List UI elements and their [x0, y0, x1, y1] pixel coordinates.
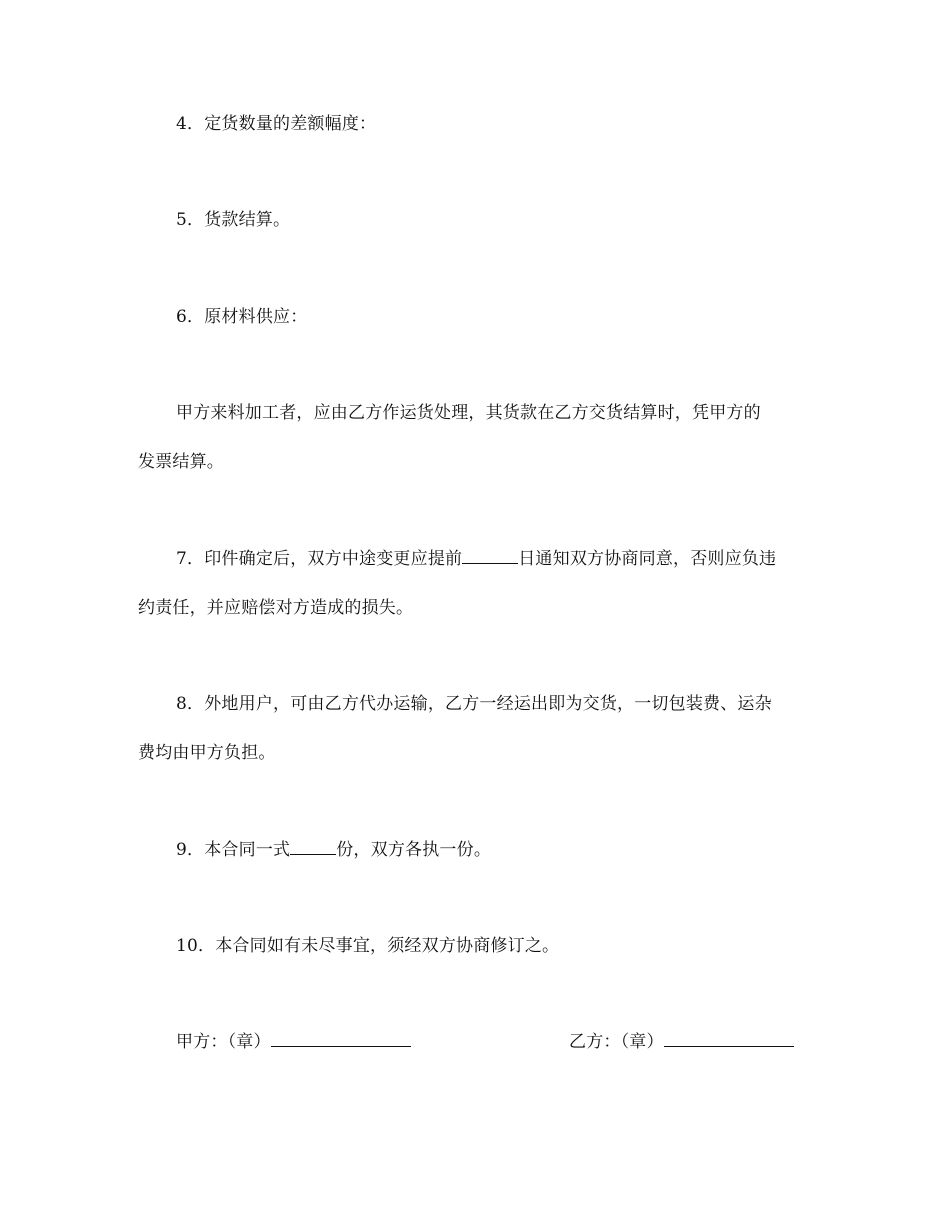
party-b-signature-line — [664, 1030, 794, 1047]
clause-6: 6．原材料供应： — [176, 307, 308, 327]
copies-count-blank — [290, 838, 336, 855]
clause-9-text-before-blank: 9．本合同一式 — [176, 840, 291, 860]
clause-9 — [176, 838, 491, 862]
clause-5: 5．货款结算。 — [176, 210, 291, 230]
clause-7-line-2: 约责任，并应赔偿对方造成的损失。 — [138, 598, 414, 618]
clause-4: 4．定货数量的差额幅度： — [176, 114, 377, 134]
clause-8-line-2: 费均由甲方负担。 — [138, 743, 276, 763]
party-b-signature — [569, 1030, 794, 1054]
clause-7-text-before-blank: 7．印件确定后，双方中途变更应提前 — [176, 549, 463, 569]
clause-8-line-1: 8．外地用户，可由乙方代办运输，乙方一经运出即为交货，一切包装费、运杂 — [176, 694, 772, 714]
clause-9-text-after-blank: 份，双方各执一份。 — [336, 840, 492, 860]
clause-7-line-1 — [176, 547, 776, 571]
clause-6-body-line-2: 发票结算。 — [138, 452, 224, 472]
party-b-label: 乙方：（章） — [569, 1032, 664, 1052]
party-a-signature-line — [271, 1030, 411, 1047]
clause-7-text-after-blank: 日通知双方协商同意，否则应负违 — [518, 549, 777, 569]
party-a-signature — [176, 1030, 411, 1054]
notice-days-blank — [462, 547, 518, 564]
clause-10: 10．本合同如有未尽事宜，须经双方协商修订之。 — [176, 936, 560, 956]
party-a-label: 甲方：（章） — [176, 1032, 271, 1052]
clause-6-body-line-1: 甲方来料加工者，应由乙方作运货处理，其货款在乙方交货结算时，凭甲方的 — [176, 403, 761, 423]
